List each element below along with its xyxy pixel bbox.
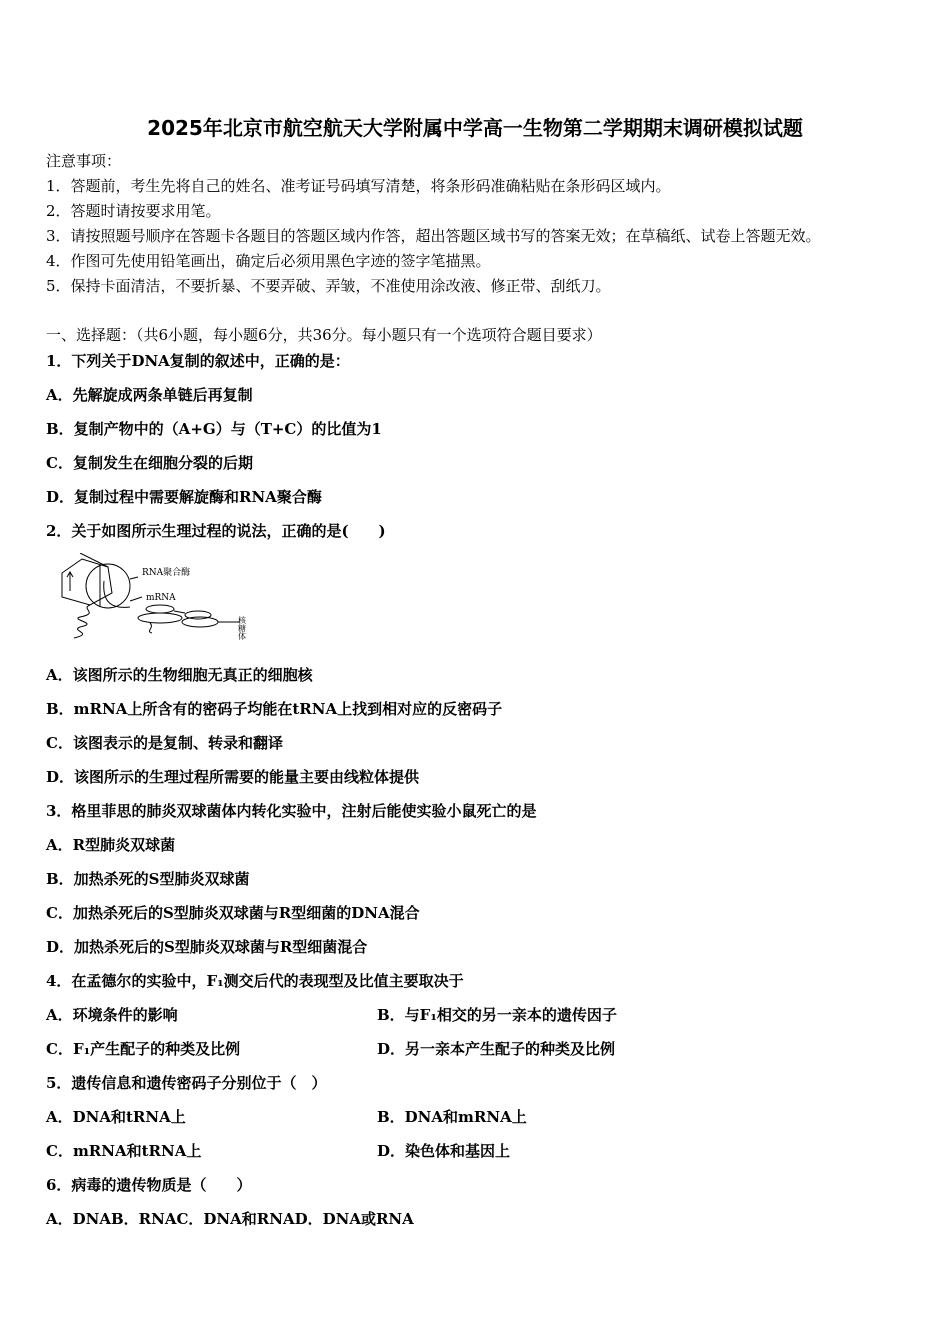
mrna-label: mRNA xyxy=(146,593,176,603)
question-2-stem: 2．关于如图所示生理过程的说法，正确的是( ) xyxy=(46,522,386,540)
option-d: D．加热杀死后的S型肺炎双球菌与R型细菌混合 xyxy=(46,938,368,956)
note-item: 1．答题前，考生先将自己的姓名、准考证号码填写清楚，将条形码准确粘贴在条形码区域内。 xyxy=(46,177,671,195)
option-a: A．DNA和tRNA上 xyxy=(46,1108,186,1126)
page-title: 2025年北京市航空航天大学附属中学高一生物第二学期期末调研模拟试题 xyxy=(147,116,803,140)
option-c: C．复制发生在细胞分裂的后期 xyxy=(46,454,253,472)
rna-polymerase-label: RNA聚合酶 xyxy=(142,568,191,578)
option-b: B．DNA和mRNA上 xyxy=(377,1108,527,1126)
option-b: B．加热杀死的S型肺炎双球菌 xyxy=(46,870,250,888)
option-a: A．该图所示的生物细胞无真正的细胞核 xyxy=(46,666,313,684)
question-6-stem: 6．病毒的遗传物质是（ ） xyxy=(46,1176,252,1194)
option-b: B．mRNA上所含有的密码子均能在tRNA上找到相对应的反密码子 xyxy=(46,700,503,718)
question-4-stem: 4．在孟德尔的实验中，F₁测交后代的表现型及比值主要取决于 xyxy=(46,972,464,990)
option-a: A．R型肺炎双球菌 xyxy=(46,836,176,854)
question-3-stem: 3．格里菲思的肺炎双球菌体内转化实验中，注射后能使实验小鼠死亡的是 xyxy=(46,802,537,820)
option-d: D．染色体和基因上 xyxy=(377,1142,511,1160)
transcription-translation-figure xyxy=(60,553,260,643)
option-d: D．该图所示的生理过程所需要的能量主要由线粒体提供 xyxy=(46,768,420,786)
option-c: C．加热杀死后的S型肺炎双球菌与R型细菌的DNA混合 xyxy=(46,904,420,922)
section-heading: 一、选择题：（共6小题，每小题6分，共36分。每小题只有一个选项符合题目要求） xyxy=(46,326,602,344)
option-a: A．环境条件的影响 xyxy=(46,1006,178,1024)
option-d: D．复制过程中需要解旋酶和RNA聚合酶 xyxy=(46,488,322,506)
option-c: C．F₁产生配子的种类及比例 xyxy=(46,1040,241,1058)
option-b: B．与F₁相交的另一亲本的遗传因子 xyxy=(377,1006,617,1024)
option-d: D．另一亲本产生配子的种类及比例 xyxy=(377,1040,616,1058)
option-c: C．mRNA和tRNA上 xyxy=(46,1142,202,1160)
option-c: C．该图表示的是复制、转录和翻译 xyxy=(46,734,283,752)
note-item: 3．请按照题号顺序在答题卡各题目的答题区域内作答，超出答题区域书写的答案无效；在草稿纸、试卷上答题无效。 xyxy=(46,227,821,245)
notes-heading: 注意事项： xyxy=(46,152,122,170)
question-6-options: A．DNAB．RNAC．DNA和RNAD．DNA或RNA xyxy=(46,1210,414,1228)
note-item: 4．作图可先使用铅笔画出，确定后必须用黑色字迹的签字笔描黑。 xyxy=(46,252,491,270)
question-1-stem: 1．下列关于DNA复制的叙述中，正确的是： xyxy=(46,352,350,370)
question-5-stem: 5．遗传信息和遗传密码子分别位于（ ） xyxy=(46,1074,327,1092)
option-b: B．复制产物中的（A+G）与（T+C）的比值为1 xyxy=(46,420,382,438)
note-item: 2．答题时请按要求用笔。 xyxy=(46,202,221,220)
ribosome-label: 核糖体 xyxy=(237,616,247,640)
option-a: A．先解旋成两条单链后再复制 xyxy=(46,386,253,404)
note-item: 5．保持卡面清洁，不要折暴、不要弄破、弄皱，不准使用涂改液、修正带、刮纸刀。 xyxy=(46,277,611,295)
